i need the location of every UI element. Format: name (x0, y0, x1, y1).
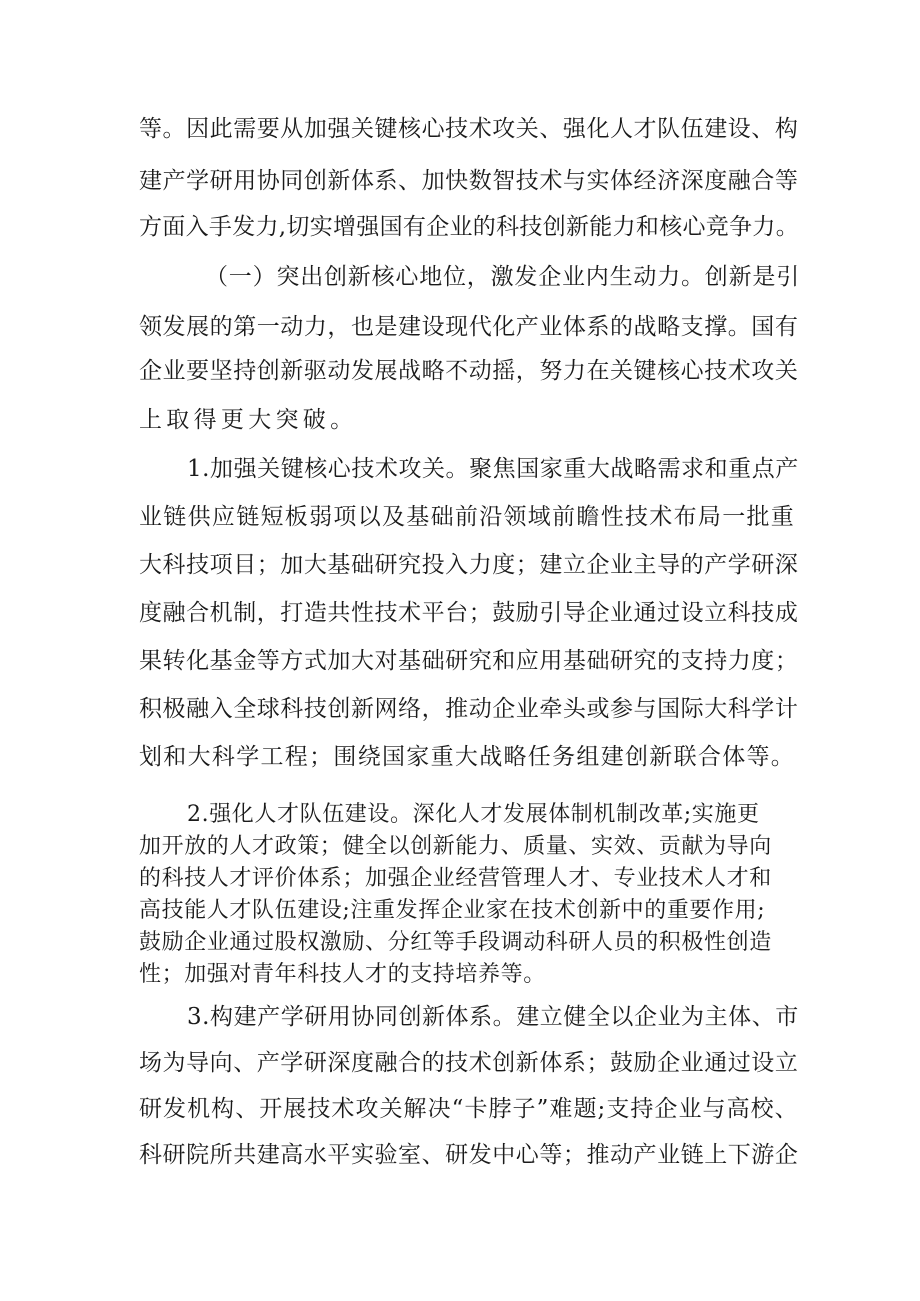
body-line: 科研院所共建高水平实验室、研发中心等；推动产业链上下游企 (139, 1142, 799, 1168)
body-line: 建产学研用协同创新体系、加快数智技术与实体经济深度融合等 (139, 168, 799, 194)
item-3-first-line: 3.构建产学研用协同创新体系。建立健全以企业为主体、市 (187, 1004, 799, 1030)
body-line: 度融合机制，打造共性技术平台；鼓励引导企业通过设立科技成 (139, 600, 799, 626)
body-line: 性；加强对青年科技人才的支持培养等。 (139, 962, 546, 987)
body-line: 上取得更大突破。 (139, 407, 358, 433)
body-line: 方面入手发力,切实增强国有企业的科技创新能力和核心竞争力。 (139, 214, 800, 240)
body-line: 业链供应链短板弱项以及基础前沿领域前瞻性技术布局一批重 (139, 504, 796, 530)
body-line: 企业要坚持创新驱动发展战略不动摇，努力在关键核心技术攻关 (139, 358, 799, 384)
body-line: 的科技人才评价体系；加强企业经营管理人才、专业技术人才和 (139, 866, 772, 891)
body-line: 果转化基金等方式加大对基础研究和应用基础研究的支持力度； (139, 648, 799, 674)
item-1-first-line: 1.加强关键核心技术攻关。聚焦国家重大战略需求和重点产 (187, 456, 799, 482)
body-line: 划和大科学工程；围绕国家重大战略任务组建创新联合体等。 (139, 744, 796, 770)
body-line: 等。因此需要从加强关键核心技术攻关、强化人才队伍建设、构 (139, 116, 799, 142)
body-line: 领发展的第一动力，也是建设现代化产业体系的战略支撑。国有 (139, 314, 799, 340)
item-2-first-line: 2.强化人才队伍建设。深化人才发展体制机制改革;实施更 (187, 802, 760, 827)
body-line: 加开放的人才政策；健全以创新能力、质量、实效、贡献为导向 (139, 834, 772, 859)
body-line: 鼓励企业通过股权激励、分红等手段调动科研人员的积极性创造 (139, 930, 772, 955)
body-line: 高技能人才队伍建设;注重发挥企业家在技术创新中的重要作用; (139, 898, 766, 923)
body-line: 研发机构、开展技术攻关解决“卡脖子”难题;支持企业与高校、 (139, 1096, 799, 1122)
section-heading-line: （一）突出创新核心地位，激发企业内生动力。创新是引 (205, 264, 800, 290)
body-line: 大科技项目；加大基础研究投入力度；建立企业主导的产学研深 (139, 552, 799, 578)
body-line: 场为导向、产学研深度融合的技术创新体系；鼓励企业通过设立 (139, 1050, 799, 1076)
body-line: 积极融入全球科技创新网络，推动企业牵头或参与国际大科学计 (139, 696, 799, 722)
